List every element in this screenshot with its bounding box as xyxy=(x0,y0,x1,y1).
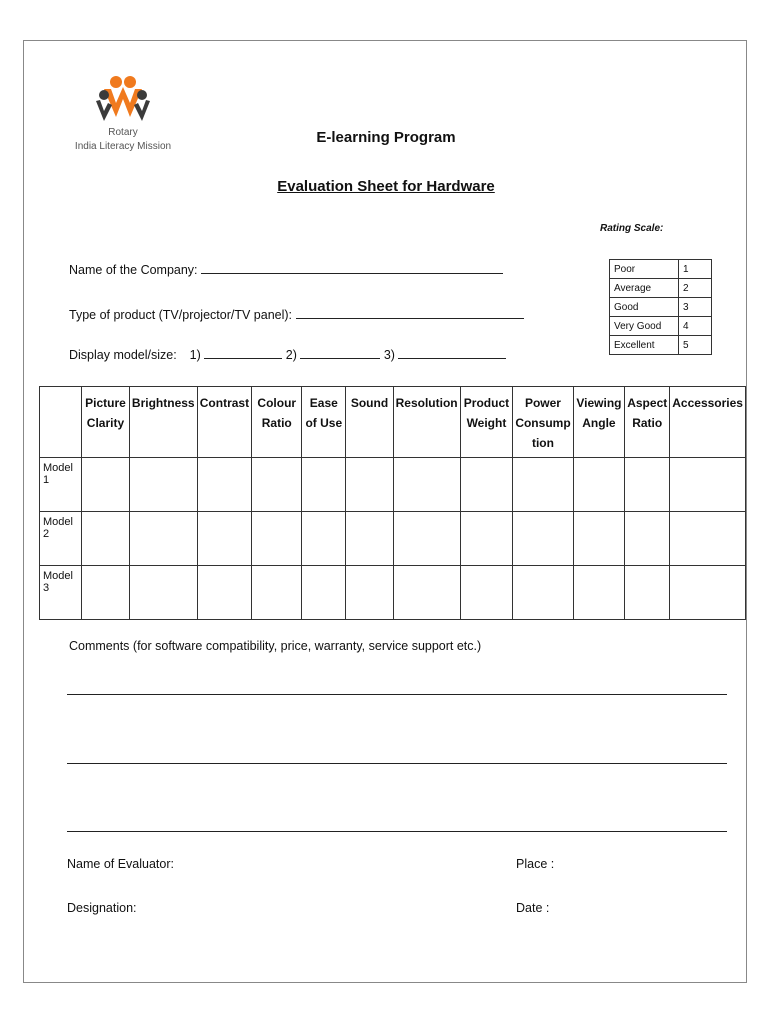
rating-cell[interactable] xyxy=(197,566,252,620)
rating-cell[interactable] xyxy=(302,458,346,512)
rating-cell[interactable] xyxy=(129,458,197,512)
rating-row xyxy=(610,260,712,279)
rating-cell[interactable] xyxy=(197,458,252,512)
rating-label: Average xyxy=(610,279,679,298)
rating-cell[interactable] xyxy=(393,566,460,620)
rating-cell[interactable] xyxy=(346,566,393,620)
rating-cell[interactable] xyxy=(82,512,130,566)
rating-value: 3 xyxy=(679,298,712,317)
model-2-line[interactable] xyxy=(300,346,380,359)
company-line[interactable] xyxy=(201,261,503,274)
designation-label: Designation: xyxy=(67,901,137,915)
display-model-field[interactable] xyxy=(69,346,506,362)
column-header: Product Weight xyxy=(460,387,513,458)
rating-cell[interactable] xyxy=(346,512,393,566)
rating-cell[interactable] xyxy=(346,458,393,512)
rating-cell[interactable] xyxy=(129,512,197,566)
product-type-field[interactable] xyxy=(69,306,524,322)
column-header: Resolution xyxy=(393,387,460,458)
corner-cell xyxy=(40,387,82,458)
rating-value: 5 xyxy=(679,336,712,355)
logo-figures-icon xyxy=(68,69,178,129)
rating-cell[interactable] xyxy=(670,458,746,512)
table-row xyxy=(40,566,746,620)
rating-cell[interactable] xyxy=(393,512,460,566)
column-header: Brightness xyxy=(129,387,197,458)
comment-line-1[interactable] xyxy=(67,694,727,695)
column-header: Contrast xyxy=(197,387,252,458)
model-2-label: 2) xyxy=(285,348,297,362)
column-header: Sound xyxy=(346,387,393,458)
logo-line-1: Rotary xyxy=(108,127,138,138)
rating-label: Poor xyxy=(610,260,679,279)
model-1-label: 1) xyxy=(189,348,201,362)
rating-row xyxy=(610,317,712,336)
rating-cell[interactable] xyxy=(460,566,513,620)
column-header: Aspect Ratio xyxy=(625,387,670,458)
rating-cell[interactable] xyxy=(82,458,130,512)
logo-line-2: India Literacy Mission xyxy=(74,141,172,152)
rating-scale-table xyxy=(609,259,712,355)
column-header: Viewing Angle xyxy=(573,387,625,458)
rating-cell[interactable] xyxy=(573,458,625,512)
rating-row xyxy=(610,336,712,355)
comment-line-2[interactable] xyxy=(67,763,727,764)
column-header: Picture Clarity xyxy=(82,387,130,458)
place-label: Place : xyxy=(516,857,555,871)
rating-value: 2 xyxy=(679,279,712,298)
rating-cell[interactable] xyxy=(513,512,573,566)
rating-cell[interactable] xyxy=(460,458,513,512)
rating-cell[interactable] xyxy=(573,512,625,566)
rating-cell[interactable] xyxy=(513,566,573,620)
rating-scale-label: Rating Scale: xyxy=(600,223,664,234)
rating-cell[interactable] xyxy=(670,512,746,566)
rating-cell[interactable] xyxy=(252,566,302,620)
rating-cell[interactable] xyxy=(252,458,302,512)
rating-cell[interactable] xyxy=(625,458,670,512)
rating-cell[interactable] xyxy=(393,458,460,512)
rating-cell[interactable] xyxy=(573,566,625,620)
row-header: Model 1 xyxy=(40,458,82,512)
comment-line-3[interactable] xyxy=(67,831,727,832)
column-header: Accessories xyxy=(670,387,746,458)
rating-label: Very Good xyxy=(610,317,679,336)
rating-value: 1 xyxy=(679,260,712,279)
model-3-label: 3) xyxy=(383,348,395,362)
page-subtitle-text: Evaluation Sheet for Hardware xyxy=(277,178,495,195)
column-header: Power Consump tion xyxy=(513,387,573,458)
rating-cell[interactable] xyxy=(670,566,746,620)
rating-row xyxy=(610,279,712,298)
page-title: E-learning Program xyxy=(316,129,456,146)
row-header: Model 2 xyxy=(40,512,82,566)
rating-cell[interactable] xyxy=(302,512,346,566)
product-type-line[interactable] xyxy=(296,306,524,319)
column-header: Ease of Use xyxy=(302,387,346,458)
table-row xyxy=(40,458,746,512)
comments-label: Comments (for software compatibility, price, warranty, service support etc.) xyxy=(69,639,482,653)
evaluation-sheet xyxy=(23,40,747,983)
product-type-label: Type of product (TV/projector/TV panel): xyxy=(69,308,293,322)
rating-row xyxy=(610,298,712,317)
rating-cell[interactable] xyxy=(252,512,302,566)
row-header: Model 3 xyxy=(40,566,82,620)
rating-cell[interactable] xyxy=(625,512,670,566)
page-subtitle xyxy=(24,178,748,195)
rating-label: Excellent xyxy=(610,336,679,355)
display-model-label: Display model/size: xyxy=(69,348,177,362)
column-header: Colour Ratio xyxy=(252,387,302,458)
rating-label: Good xyxy=(610,298,679,317)
evaluator-label: Name of Evaluator: xyxy=(67,857,174,871)
rating-cell[interactable] xyxy=(197,512,252,566)
date-label: Date : xyxy=(516,901,550,915)
rating-cell[interactable] xyxy=(513,458,573,512)
rating-cell[interactable] xyxy=(302,566,346,620)
table-header-row xyxy=(40,387,746,458)
rating-cell[interactable] xyxy=(82,566,130,620)
company-label: Name of the Company: xyxy=(69,263,198,277)
model-1-line[interactable] xyxy=(204,346,282,359)
company-field[interactable] xyxy=(69,261,503,277)
model-3-line[interactable] xyxy=(398,346,506,359)
rating-value: 4 xyxy=(679,317,712,336)
evaluation-table xyxy=(39,386,746,620)
rating-cell[interactable] xyxy=(460,512,513,566)
rating-cell[interactable] xyxy=(129,566,197,620)
rating-cell[interactable] xyxy=(625,566,670,620)
table-row xyxy=(40,512,746,566)
